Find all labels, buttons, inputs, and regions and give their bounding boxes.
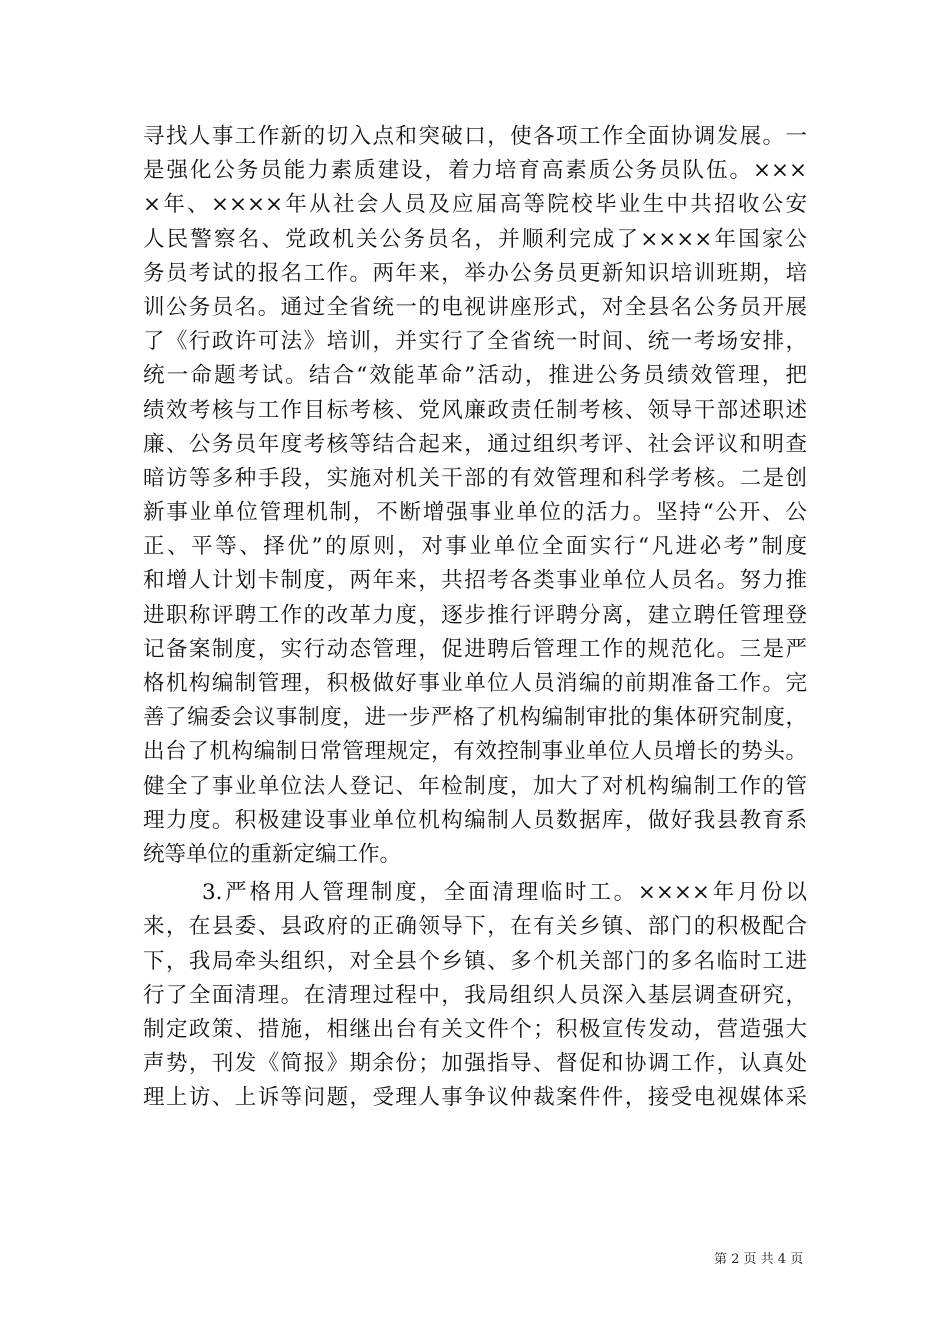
text-line: 和增人计划卡制度，两年来，共招考各类事业单位人员名。努力推	[143, 568, 807, 594]
paragraph-2	[143, 876, 807, 1115]
paragraph-1	[143, 120, 807, 872]
text-line: 制定政策、措施，相继出台有关文件个；积极宣传发动，营造强大	[143, 1016, 807, 1042]
text-line: 绩效考核与工作目标考核、党风廉政责任制考核、领导干部述职述	[143, 397, 807, 423]
text-line: 人民警察名、党政机关公务员名，并顺利完成了××××年国家公	[143, 226, 807, 252]
text-line: 出台了机构编制日常管理规定，有效控制事业单位人员增长的势头。	[143, 739, 807, 765]
text-line: 务员考试的报名工作。两年来，举办公务员更新知识培训班期，培	[143, 260, 807, 286]
text-line: 记备案制度，实行动态管理，促进聘后管理工作的规范化。三是严	[143, 636, 807, 662]
text-line: 声势，刊发《简报》期余份；加强指导、督促和协调工作，认真处	[143, 1051, 807, 1077]
text-line: 寻找人事工作新的切入点和突破口，使各项工作全面协调发展。一	[143, 124, 807, 149]
text-line: 暗访等多种手段，实施对机关干部的有效管理和科学考核。二是创	[143, 465, 807, 491]
text-line: 进职称评聘工作的改革力度，逐步推行评聘分离，建立聘任管理登	[143, 602, 807, 628]
text-line: 统等单位的重新定编工作。	[143, 841, 402, 867]
text-line: 理力度。积极建设事业单位机构编制人员数据库，做好我县教育系	[143, 807, 807, 833]
text-line: ×年、××××年从社会人员及应届高等院校毕业生中共招收公安	[143, 192, 807, 218]
text-line: 廉、公务员年度考核等结合起来，通过组织考评、社会评议和明查	[143, 431, 807, 457]
text-line: 理上访、上诉等问题，受理人事争议仲裁案件件，接受电视媒体采	[143, 1085, 807, 1111]
text-line: 善了编委会议事制度，进一步严格了机构编制审批的集体研究制度，	[143, 705, 807, 731]
text-line: 行了全面清理。在清理过程中，我局组织人员深入基层调查研究，	[143, 982, 807, 1008]
text-line: 统一命题考试。结合“效能革命”活动，推进公务员绩效管理，把	[143, 363, 807, 389]
text-line: 新事业单位管理机制，不断增强事业单位的活力。坚持“公开、公	[143, 500, 807, 526]
text-line: 正、平等、择优”的原则，对事业单位全面实行“凡进必考”制度	[143, 534, 807, 560]
text-line: 3.严格用人管理制度，全面清理临时工。××××年月份以	[202, 880, 807, 906]
page-number: 第 2 页 共 4 页	[714, 1252, 804, 1267]
text-line: 健全了事业单位法人登记、年检制度，加大了对机构编制工作的管	[143, 773, 807, 799]
text-line: 格机构编制管理，积极做好事业单位人员消编的前期准备工作。完	[143, 671, 807, 696]
text-line: 来，在县委、县政府的正确领导下，在有关乡镇、部门的积极配合	[143, 914, 807, 940]
text-line: 了《行政许可法》培训，并实行了全省统一时间、统一考场安排，	[143, 329, 807, 355]
text-line: 是强化公务员能力素质建设，着力培育高素质公务员队伍。×××	[143, 158, 807, 184]
text-line: 训公务员名。通过全省统一的电视讲座形式，对全县名公务员开展	[143, 294, 807, 320]
document-body	[143, 120, 807, 1115]
text-line: 下，我局牵头组织，对全县个乡镇、多个机关部门的多名临时工进	[143, 948, 807, 974]
